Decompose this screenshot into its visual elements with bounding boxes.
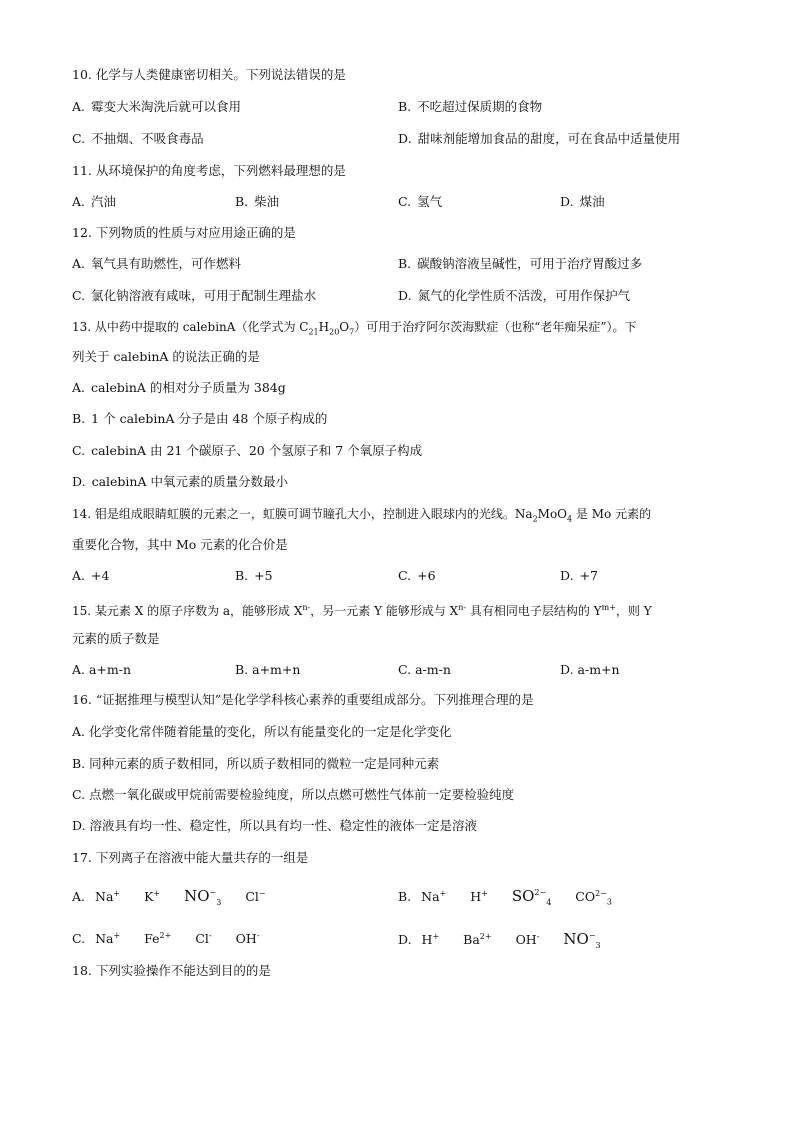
q14-option-a [72, 567, 109, 585]
option-text: +5 [254, 568, 273, 583]
option-label: A. [72, 99, 86, 114]
q11-option-d [560, 193, 605, 211]
q14-stem-line1: 14. 钼是组成眼睛虹膜的元素之一，虹膜可调节瞳孔大小，控制进入眼球内的光线。$Na_2MoO_4$ 是 Mo 元素的 [72, 507, 652, 524]
ion: Na+ [421, 888, 447, 904]
q17-option-c [72, 927, 279, 948]
option-text: calebinA 的相对分子质量为 384g [91, 380, 286, 395]
q16-option-c: C. 点燃一氧化碳或甲烷前需要检验纯度，所以点燃可燃性气体前一定要检验纯度 [72, 787, 515, 802]
option-label: B. [398, 99, 412, 114]
option-text: 氧气具有助燃性，可作燃料 [91, 256, 242, 271]
option-label: B. [72, 411, 86, 426]
q12-stem: 12. 下列物质的性质与对应用途正确的是 [72, 225, 296, 240]
ion: Cl- [195, 931, 212, 947]
q10-option-b [398, 98, 542, 116]
q10-option-d [398, 130, 680, 148]
q16-option-a: A. 化学变化常伴随着能量的变化，所以有能量变化的一定是化学变化 [72, 724, 452, 739]
ion: $CO^{2-}_3$ [575, 888, 612, 907]
option-label: A. [72, 380, 86, 395]
option-label: B. [398, 889, 412, 904]
q14-option-d [560, 567, 598, 585]
q10-option-c [72, 130, 204, 148]
option-text: 汽油 [91, 194, 117, 209]
q13-stem-line1: 13. 从中药中提取的 calebinA（化学式为 $C_{21}H_{20}O_7$）可用于治疗阿尔茨海默症（也称“老年痴呆症”）。下 [72, 320, 637, 337]
ion: $Ba^{2+}$ [463, 931, 492, 947]
option-label: C. [72, 931, 86, 947]
ion: Cl− [245, 888, 266, 904]
q15-option-a: A. a+m-n [72, 662, 132, 677]
q17-option-b [398, 884, 632, 912]
q13-option-c [72, 442, 422, 460]
option-label: B. [398, 256, 412, 271]
option-text: 碳酸钠溶液呈碱性，可用于治疗胃酸过多 [417, 256, 643, 271]
option-label: A. [72, 568, 86, 583]
q12-option-d [398, 287, 630, 305]
ion: Na+ [95, 888, 121, 904]
q12-option-c [72, 287, 316, 305]
q15-stem-line1: 15. 某元素 X 的原子序数为 a，能够形成 $X^{n-}$，另一元素 Y 能够形成与 $X^{n-}$ 具有相同电子层结构的 $Y^{m+}$，则 Y [72, 603, 652, 618]
option-label: D. [560, 568, 574, 583]
q17-option-a [72, 884, 286, 912]
ion: $Fe^{2+}$ [144, 931, 172, 947]
q17-stem: 17. 下列离子在溶液中能大量共存的一组是 [72, 850, 309, 865]
option-text: 1 个 calebinA 分子是由 48 个原子构成的 [91, 411, 328, 426]
ion: H+ [421, 931, 440, 947]
option-label: D. [560, 194, 574, 209]
ion: Na+ [95, 931, 121, 947]
q14-option-c [398, 567, 436, 585]
option-label: C. [398, 568, 412, 583]
ion: K+ [144, 888, 161, 904]
option-text: 不吃超过保质期的食物 [417, 99, 543, 114]
option-text: 柴油 [254, 194, 280, 209]
q12-option-a [72, 255, 241, 273]
option-label: D. [398, 288, 412, 303]
q10-stem: 10. 化学与人类健康密切相关。下列说法错误的是 [72, 67, 346, 82]
q15-option-b: B. a+m+n [235, 662, 301, 677]
q17-option-d [398, 927, 621, 955]
q12-option-b [398, 255, 642, 273]
q13-option-d [72, 473, 288, 491]
option-text: 甜味剂能增加食品的甜度，可在食品中适量使用 [417, 131, 681, 146]
q16-option-b: B. 同种元素的质子数相同，所以质子数相同的微粒一定是同种元素 [72, 756, 440, 771]
ion: $NO^-_3$ [184, 887, 222, 907]
option-text: 煤油 [579, 194, 605, 209]
option-text: calebinA 中氧元素的质量分数最小 [91, 474, 288, 489]
ion: OH- [515, 931, 540, 947]
option-label: B. [235, 568, 249, 583]
ion: $SO^{2-}_4$ [511, 887, 552, 907]
option-label: C. [72, 443, 86, 458]
q14-stem-line2: 重要化合物，其中 Mo 元素的化合价是 [72, 537, 288, 552]
option-text: calebinA 由 21 个碳原子、20 个氢原子和 7 个氧原子构成 [91, 443, 423, 458]
ion: H+ [470, 888, 488, 904]
q11-stem: 11. 从环境保护的角度考虑，下列燃料最理想的是 [72, 163, 346, 178]
option-text: 氢气 [417, 194, 443, 209]
q11-option-a [72, 193, 116, 211]
option-label: D. [72, 474, 86, 489]
ion: OH- [235, 931, 260, 947]
option-text: 霉变大米淘洗后就可以食用 [91, 99, 242, 114]
option-text: 氮气的化学性质不活泼，可用作保护气 [417, 288, 631, 303]
option-label: C. [72, 131, 86, 146]
option-label: C. [72, 288, 86, 303]
option-text: +7 [579, 568, 598, 583]
q15-stem-line2: 元素的质子数是 [72, 631, 160, 646]
option-label: A. [72, 256, 86, 271]
q11-option-c [398, 193, 442, 211]
q16-option-d: D. 溶液具有均一性、稳定性，所以具有均一性、稳定性的液体一定是溶液 [72, 818, 478, 833]
q13-stem-line2: 列关于 calebinA 的说法正确的是 [72, 349, 260, 364]
option-label: A. [72, 889, 86, 904]
option-text: +6 [417, 568, 436, 583]
q11-option-b [235, 193, 279, 211]
option-label: C. [398, 194, 412, 209]
option-label: D. [398, 932, 412, 947]
option-text: 不抽烟、不吸食毒品 [91, 131, 204, 146]
option-text: +4 [91, 568, 110, 583]
q15-option-c: C. a-m-n [398, 662, 451, 677]
q18-stem: 18. 下列实验操作不能达到目的的是 [72, 963, 271, 978]
option-text: 氯化钠溶液有咸味，可用于配制生理盐水 [91, 288, 317, 303]
option-label: D. [398, 131, 412, 146]
q10-option-a [72, 98, 241, 116]
option-label: B. [235, 194, 249, 209]
q14-option-b [235, 567, 273, 585]
option-label: A. [72, 194, 86, 209]
q16-stem: 16. “证据推理与模型认知”是化学学科核心素养的重要组成部分。下列推理合理的是 [72, 692, 534, 707]
q13-option-a [72, 379, 286, 397]
ion: $NO^-_3$ [563, 930, 601, 950]
q15-option-d: D. a-m+n [560, 662, 620, 677]
q13-option-b [72, 410, 327, 428]
